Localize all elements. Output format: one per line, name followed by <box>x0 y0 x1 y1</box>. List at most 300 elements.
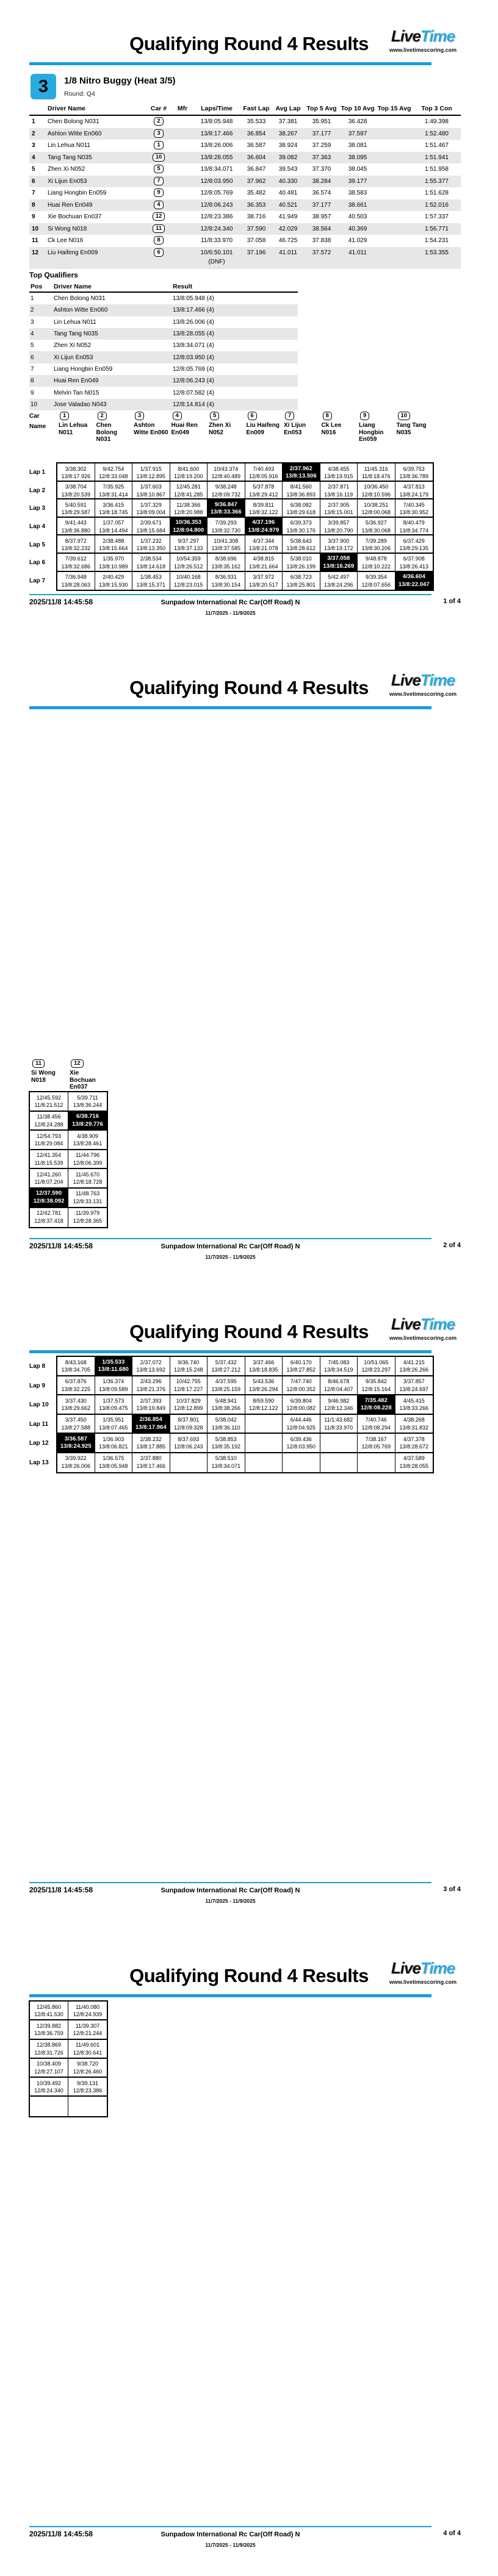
lap-total: 13/8:26.266 <box>399 1367 429 1373</box>
lap-total: 13/8:30.154 <box>211 581 241 588</box>
car-number-badge: 5 <box>154 165 163 173</box>
lap-time: 6/38.723 <box>290 574 312 581</box>
results-cell-driver: Tang Tang N035 <box>48 154 92 161</box>
lap-total: 13/8:34.519 <box>323 1367 353 1373</box>
lap-total: 13/8:35.192 <box>211 1444 241 1450</box>
lap-total: 13/8:36.789 <box>399 473 429 479</box>
lap-total: 12/8:10.222 <box>361 563 391 570</box>
lap-time: 8/59.590 <box>253 1397 275 1404</box>
lap-total: 13/8:11.680 <box>98 1366 129 1373</box>
lap-time: 4/38.455 <box>328 465 350 472</box>
lap-row <box>57 1434 433 1453</box>
lap-time: 9/41.443 <box>65 520 87 526</box>
car-driver-name: Ck Lee N016 <box>321 422 342 436</box>
results-cell-driver: Ck Lee N016 <box>48 237 84 244</box>
results-cell-driver: Zhen Xi N052 <box>48 166 85 173</box>
car-driver-name: Ashton Witte En060 <box>134 422 168 436</box>
lap-total: 11/8:33.970 <box>324 1424 353 1431</box>
results-cell-fast: 36.847 <box>247 166 266 173</box>
lap-total: 13/8:17.885 <box>136 1444 166 1450</box>
lap-time: 11/38.366 <box>176 501 201 508</box>
results-cell-avg: 39.082 <box>278 154 298 161</box>
footer-event: Sunpadow International Rc Car(Off Road) N <box>161 2531 300 2538</box>
lap-total: 13/8:28.063 <box>61 581 91 588</box>
livetime-logo-text: LiveTime <box>391 671 455 689</box>
lap-total: 12/8:07.656 <box>361 581 391 588</box>
lap-time: 1/35.533 <box>102 1358 125 1365</box>
lap-cell <box>68 2002 107 2019</box>
results-cell-t3: 1:51.628 <box>425 190 449 196</box>
header-rule <box>29 1350 431 1353</box>
lap-total: 13/8:06.821 <box>98 1444 128 1450</box>
col-pos: Pos <box>31 282 43 290</box>
results-cell-mfr <box>172 140 193 152</box>
footer-page-number: 4 of 4 <box>443 2530 461 2537</box>
car-number-badge: 3 <box>154 129 163 138</box>
lap-time: 9/35.842 <box>365 1378 387 1384</box>
lap-total: 12/8:37.418 <box>34 1217 63 1224</box>
results-cell-fast: 37.058 <box>247 237 266 244</box>
heat-title: 1/8 Nitro Buggy (Heat 3/5) <box>64 76 176 86</box>
lap-cell <box>95 1415 133 1433</box>
footer-timestamp: 2025/11/8 14:45:58 <box>29 1886 93 1894</box>
lap-cell <box>68 2097 107 2116</box>
lap-total: 12/8:41.530 <box>34 2011 63 2017</box>
lap-cell <box>283 554 320 571</box>
results-cell-pos: 8 <box>32 201 35 209</box>
results-cell-avg: 40.521 <box>278 201 298 209</box>
lap-cell <box>358 554 395 571</box>
lap-total: 13/8:09.589 <box>98 1386 128 1392</box>
results-cell-car <box>145 199 172 212</box>
car-column <box>131 411 169 443</box>
page-1 <box>0 0 498 644</box>
lap-cell <box>57 572 95 590</box>
car-driver-name: Xie Bochuan En037 <box>70 1070 96 1090</box>
top-qualifier-row <box>29 293 298 304</box>
lap-row <box>30 1189 107 1208</box>
lap-cell <box>358 1453 395 1473</box>
lap-cell <box>395 1434 433 1452</box>
results-cell-car <box>145 247 172 269</box>
lap-total: 12/8:05.916 <box>248 473 278 479</box>
lap-labels <box>29 1357 49 1472</box>
results-cell-fast: 36.854 <box>247 130 266 137</box>
car-column <box>206 411 244 443</box>
results-cell-laps <box>193 247 240 269</box>
lap-time: 3/39.922 <box>65 1455 87 1461</box>
lap-row <box>57 499 433 518</box>
results-cell-driver: Huai Ren En049 <box>48 201 93 209</box>
lap-total: 13/8:36.110 <box>211 1424 240 1431</box>
results-cell-pos: 7 <box>32 190 35 196</box>
lap-total: 13/8:29.776 <box>72 1120 103 1128</box>
lap-cell <box>170 554 208 571</box>
lap-grid-page3 <box>56 1356 434 1473</box>
lap-row <box>57 518 433 536</box>
car-number-badge: 6 <box>154 248 163 257</box>
lap-row <box>30 2002 107 2020</box>
results-cell-t15 <box>376 235 413 247</box>
lap-total: 12/8:05.769 <box>361 1444 391 1450</box>
lap-time: 1/37.057 <box>103 520 125 526</box>
lap-total: 13/8:15.930 <box>98 581 128 588</box>
lap-time: 12/41.354 <box>36 1152 62 1159</box>
lap-total: 13/8:36.893 <box>286 491 316 498</box>
tq-pos: 8 <box>31 377 34 385</box>
lap-time: 12/45.860 <box>36 2003 62 2010</box>
livetime-logo-text: LiveTime <box>391 27 455 45</box>
results-cell-fast: 35.533 <box>247 118 266 125</box>
results-cell-mfr <box>172 211 193 223</box>
results-cell-t5: 38.284 <box>312 177 331 185</box>
lap-cell <box>320 482 358 499</box>
footer-timestamp: 2025/11/8 14:45:58 <box>29 1242 93 1250</box>
car-column <box>281 411 319 443</box>
lap-cell <box>395 535 433 553</box>
lap-cell <box>170 1415 208 1433</box>
results-cell-t3: 1:49.398 <box>425 118 449 125</box>
lap-time: 1/37.232 <box>140 537 162 544</box>
results-row <box>29 116 461 128</box>
lap-cell <box>320 572 358 590</box>
results-cell-mfr <box>172 116 193 128</box>
lap-cell <box>57 1357 95 1375</box>
lap-total: 13/8:19.849 <box>136 1405 166 1411</box>
car-number-badge: 10 <box>398 412 411 420</box>
header-rule <box>29 1994 431 1997</box>
lap-cell <box>245 1434 283 1452</box>
tq-driver: Lin Lehua N011 <box>54 318 96 326</box>
lap-total: 13/8:13.506 <box>285 473 317 479</box>
footer-page-number: 1 of 4 <box>443 598 461 605</box>
lap-total: 13/8:28.461 <box>73 1140 103 1147</box>
lap-time: 10/51.065 <box>364 1359 389 1365</box>
lap-total: 12/8:04.407 <box>323 1386 353 1392</box>
lap-total: 13/8:33.266 <box>399 1405 429 1411</box>
lap-time: 7/36.948 <box>65 574 87 581</box>
lap-cell <box>68 1092 107 1111</box>
tq-result: 12/8:05.769 (4) <box>173 365 214 373</box>
car-number-badge: 12 <box>153 212 165 221</box>
tq-pos: 4 <box>31 331 34 338</box>
lap-total: 13/8:31.414 <box>98 491 128 498</box>
tq-pos: 1 <box>31 295 34 302</box>
lap-total: 11/8:07.204 <box>34 1179 63 1186</box>
lap-cell <box>320 1395 358 1414</box>
lap-cell <box>95 1453 133 1473</box>
lap-cell <box>245 1395 283 1414</box>
lap-total: 12/8:08.228 <box>360 1404 392 1411</box>
top-qualifier-row <box>29 304 298 316</box>
page-title: Qualifying Round 4 Results <box>129 677 369 698</box>
lap-total: 13/8:29.135 <box>399 545 429 552</box>
lap-cell <box>95 1357 133 1375</box>
lap-cell <box>30 1208 68 1228</box>
lap-label: Lap 12 <box>29 1440 49 1447</box>
car-driver-name: Huai Ren En049 <box>171 422 198 436</box>
lap-time: 6/39.373 <box>290 520 312 526</box>
lap-time: 11/44.796 <box>75 1152 100 1159</box>
results-cell-car <box>145 223 172 235</box>
lap-time: 2/39.671 <box>140 520 162 526</box>
lap-cell <box>320 1415 358 1433</box>
lap-time: 9/37.297 <box>178 537 200 544</box>
lap-total: 13/8:29.587 <box>61 509 91 516</box>
lap-cell <box>395 572 433 590</box>
results-cell-fast: 37.196 <box>247 249 266 256</box>
results-cell-t3: 1:52.016 <box>425 201 449 209</box>
tq-result: 13/8:26.006 (4) <box>173 318 214 326</box>
livetime-url: www.livetimescoring.com <box>389 47 457 53</box>
lap-cell <box>132 518 170 535</box>
lap-total: 12/8:28.365 <box>73 1217 103 1224</box>
lap-time: 4/37.589 <box>403 1455 425 1461</box>
lap-total: 13/8:05.948 <box>98 1462 128 1469</box>
lap-cell <box>208 1453 245 1473</box>
livetime-logo-text: LiveTime <box>391 1315 455 1333</box>
results-cell-t10: 38.045 <box>348 166 367 173</box>
results-cell-car <box>145 116 172 128</box>
lap-row <box>30 1112 107 1131</box>
tq-pos: 6 <box>31 354 34 361</box>
car-number-badge: 11 <box>32 1059 45 1068</box>
lap-cell <box>30 2002 68 2019</box>
lap-cell <box>395 1376 433 1395</box>
results-cell-t15 <box>376 247 413 269</box>
results-cell-t15 <box>376 116 413 128</box>
tq-driver: Xi Lijun En053 <box>54 354 93 361</box>
lap-time: 12/37.590 <box>35 1190 62 1197</box>
results-cell-t5: 37.363 <box>312 154 331 161</box>
results-cell-t10: 37.597 <box>348 130 367 137</box>
lap-time: 6/37.876 <box>65 1378 87 1384</box>
tq-driver: Huai Ren En049 <box>54 377 99 385</box>
lap-total: 13/8:29.412 <box>248 491 278 498</box>
lap-cell <box>30 2059 68 2077</box>
lap-total: 13/8:26.006 <box>61 1462 91 1469</box>
car-number-badge: 8 <box>154 236 163 245</box>
laps-time-value: 13/8:34.071 <box>200 166 233 173</box>
lap-time: 9/38.720 <box>76 2061 99 2067</box>
lap-cell <box>132 1434 170 1452</box>
results-cell-avg: 46.725 <box>278 237 298 244</box>
lap-cell <box>208 554 245 571</box>
tq-result: 12/8:07.582 (4) <box>173 389 214 396</box>
footer-dates: 11/7/2025 - 11/9/2025 <box>205 1254 256 1260</box>
results-cell-car <box>145 152 172 164</box>
results-cell-pos: 12 <box>32 249 39 256</box>
col-top3-con: Top 3 Con <box>421 105 452 113</box>
lap-cell <box>30 2020 68 2038</box>
lap-time: 9/48.878 <box>365 556 387 562</box>
results-cell-t3: 1:55.377 <box>425 177 449 185</box>
lap-time: 3/38.302 <box>65 465 87 472</box>
lap-time: 8/37.693 <box>178 1436 200 1442</box>
results-row <box>29 187 461 199</box>
lap-total: 13/8:27.212 <box>211 1367 241 1373</box>
results-row <box>29 128 461 140</box>
results-cell-avg: 38.924 <box>278 142 298 149</box>
tq-pos: 9 <box>31 389 34 396</box>
lap-total: 13/8:21.664 <box>248 563 278 570</box>
results-cell-driver: Liang Hongbin En059 <box>48 190 107 196</box>
car-column <box>394 411 432 443</box>
lap-cell <box>95 463 133 481</box>
lap-cell <box>95 572 133 590</box>
results-cell-t10: 40.503 <box>348 213 367 220</box>
lap-cell <box>170 1357 208 1375</box>
laps-time-value: 12/8:03.950 <box>200 177 233 185</box>
tq-result: 13/8:05.948 (4) <box>173 295 214 302</box>
lap-time: 1/37.915 <box>140 465 162 472</box>
results-cell-t10: 40.369 <box>348 225 367 232</box>
lap-time: 11/45.316 <box>364 465 388 472</box>
lap-time: 5/38.010 <box>290 556 312 562</box>
lap-label: Lap 6 <box>29 559 46 567</box>
car-number-badge: 12 <box>71 1059 84 1068</box>
lap-cell <box>358 1434 395 1452</box>
lap-time: 5/43.536 <box>253 1378 275 1384</box>
footer-rule <box>29 594 431 595</box>
lap-cell <box>245 1415 283 1433</box>
lap-total: 13/8:14.494 <box>98 527 128 534</box>
car-driver-name: Chen Bolong N031 <box>96 422 117 443</box>
lap-total: 13/8:24.296 <box>323 581 353 588</box>
lap-time: 6/39.804 <box>290 1397 312 1404</box>
lap-cell <box>68 1169 107 1187</box>
results-row <box>29 235 461 247</box>
lap-row <box>30 2097 107 2116</box>
lap-total: 13/8:30.206 <box>361 545 391 552</box>
lap-time: 8/46.678 <box>328 1378 350 1384</box>
lap-total: 13/8:18.835 <box>248 1367 278 1373</box>
lap-total: 11/8:18.476 <box>361 473 391 479</box>
results-cell-laps <box>193 235 240 247</box>
lap-cell <box>132 572 170 590</box>
results-row <box>29 176 461 188</box>
results-cell-t3: 1:51.941 <box>425 154 449 161</box>
lap-row <box>30 1092 107 1112</box>
lap-total: 13/8:12.895 <box>136 473 166 479</box>
results-cell-laps <box>193 199 240 212</box>
lap-time: 1/36.903 <box>103 1436 125 1442</box>
results-cell-avg: 41.949 <box>278 213 298 220</box>
lap-time: 5/38.510 <box>215 1455 237 1461</box>
lap-total: 12/8:40.489 <box>211 473 241 479</box>
results-cell-t15 <box>376 176 413 188</box>
footer-dates: 11/7/2025 - 11/9/2025 <box>205 610 256 616</box>
lap-time: 8/37.801 <box>178 1417 200 1423</box>
lap-cell <box>283 1453 320 1473</box>
lap-total: 12/8:10.596 <box>361 491 391 498</box>
footer-timestamp: 2025/11/8 14:45:58 <box>29 598 93 606</box>
lap-label: Lap 3 <box>29 505 46 512</box>
col-result: Result <box>173 282 193 290</box>
lap-time: 2/37.871 <box>328 484 350 490</box>
lap-time: 7/39.293 <box>215 520 237 526</box>
results-cell-t15 <box>376 140 413 152</box>
lap-time: 11/49.601 <box>75 2042 100 2048</box>
lap-cell <box>208 482 245 499</box>
lap-total: 11/8:15.539 <box>34 1159 63 1166</box>
lap-chart-name-label: Name <box>29 423 46 430</box>
lap-cell <box>208 1376 245 1395</box>
lap-cell <box>68 1150 107 1168</box>
lap-total: 13/8:29.618 <box>286 509 316 516</box>
lap-total: 13/8:09.004 <box>136 509 166 516</box>
lap-cell <box>245 572 283 590</box>
lap-row <box>57 1376 433 1396</box>
lap-label: Lap 1 <box>29 469 46 476</box>
results-cell-t3: 1:54.231 <box>425 237 449 244</box>
lap-row <box>30 1208 107 1228</box>
footer-event: Sunpadow International Rc Car(Off Road) N <box>161 599 300 606</box>
lap-cell <box>132 535 170 553</box>
laps-time-value: 11/8:33.970 <box>200 237 233 244</box>
heat-round: Round: Q4 <box>64 90 95 98</box>
lap-total: 13/8:10.867 <box>136 491 166 498</box>
lap-row <box>57 535 433 554</box>
results-cell-fast: 36.587 <box>247 142 266 149</box>
results-cell-t3: 1:51.958 <box>425 166 449 173</box>
lap-time: 7/40.345 <box>403 501 425 508</box>
lap-cell <box>170 482 208 499</box>
car-number-badge: 6 <box>248 412 257 420</box>
lap-cell <box>95 518 133 535</box>
lap-time: 10/54.359 <box>176 556 201 562</box>
results-cell-fast: 37.590 <box>247 225 266 232</box>
lap-cell <box>358 1415 395 1433</box>
results-row <box>29 223 461 235</box>
lap-row <box>57 572 433 590</box>
footer-rule <box>29 1882 431 1883</box>
lap-cell <box>57 463 95 481</box>
lap-total: 12/8:30.641 <box>73 2049 103 2056</box>
lap-cell <box>283 1395 320 1414</box>
lap-total: 13/8:24.697 <box>399 1386 429 1392</box>
car-driver-name: Xi Lijun En053 <box>284 422 306 436</box>
results-cell-driver: Ashton Witte En060 <box>48 130 102 137</box>
results-cell-t10: 38.095 <box>348 154 367 161</box>
results-cell-fast: 35.482 <box>247 190 266 196</box>
lap-total: 12/8:04.925 <box>286 1424 316 1431</box>
car-number-badge: 2 <box>154 117 163 126</box>
lap-cell <box>358 499 395 517</box>
results-cell-avg: 42.029 <box>278 225 298 232</box>
lap-cell <box>245 554 283 571</box>
lap-total: 12/8:06.243 <box>173 1444 203 1450</box>
lap-total: 13/8:36.244 <box>73 1102 103 1108</box>
car-column <box>244 411 282 443</box>
lap-cell <box>358 518 395 535</box>
lap-cell <box>283 518 320 535</box>
laps-time-value: 12/8:05.769 <box>200 190 233 196</box>
lap-total: 12/8:04.800 <box>173 526 204 534</box>
tq-pos: 7 <box>31 365 34 373</box>
lap-total: 13/8:34.705 <box>61 1367 91 1373</box>
header-rule <box>29 62 431 65</box>
col-fast-lap: Fast Lap <box>243 105 270 113</box>
lap-cell <box>245 518 283 535</box>
lap-time: 2/38.232 <box>140 1436 162 1442</box>
lap-time: 7/39.612 <box>65 556 87 562</box>
lap-cell <box>57 518 95 535</box>
lap-total: 12/8:27.107 <box>34 2068 63 2075</box>
car-number-badge: 9 <box>360 412 369 420</box>
results-cell-t5: 37.370 <box>312 166 331 173</box>
lap-total: 12/8:08.294 <box>361 1424 391 1431</box>
